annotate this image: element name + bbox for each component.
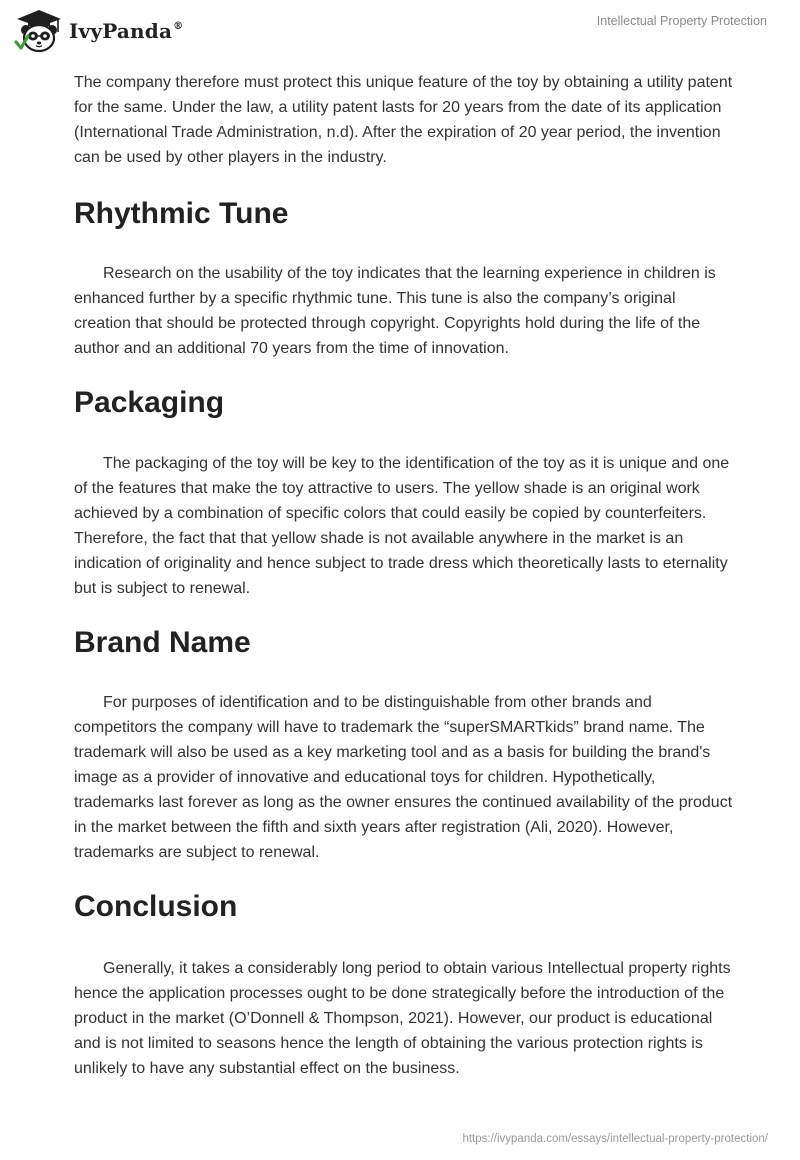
document-title: Intellectual Property Protection	[596, 14, 767, 28]
heading-rhythmic-tune: Rhythmic Tune	[74, 197, 289, 230]
heading-packaging: Packaging	[74, 386, 225, 419]
brand-name: IvyPanda®	[69, 19, 184, 43]
page-header	[0, 0, 800, 62]
ivypanda-logo[interactable]	[14, 8, 183, 54]
paragraph-rhythmic-tune: Research on the usability of the toy indicates that the learning experience in children is enhanced further by a specific rhythmic tune. This tune is also the company’s original creation that should be protected through copyright. Copyrights hold during the life of the author and an additional 70 years from the time of innovation.	[74, 265, 716, 357]
essay-body	[74, 70, 734, 1081]
intro-paragraph: The company therefore must protect this unique feature of the toy by obtaining a utility patent for the same. Under the law, a utility patent lasts for 20 years from the date of its application (International Trade Administration, n.d). After the expiration of 20 year period, the invention can be used by other players in the industry.	[74, 74, 733, 166]
paragraph-brand-name: For purposes of identification and to be distinguishable from other brands and competitors the company will have to trademark the “superSMARTkids” brand name. The trademark will also be used as a key marketing tool and as a basis for building the brand's image as a provider of innovative and educational toys for children. Hypothetically, trademarks last forever as long as the owner ensures the continued availability of the product in the market between the fifth and sixth years after registration (Ali, 2020). However, trademarks are subject to renewal.	[74, 694, 733, 861]
registered-mark: ®	[173, 21, 184, 32]
source-url-link[interactable]: https://ivypanda.com/essays/intellectual-property-protection/	[462, 1133, 768, 1145]
paragraph-conclusion: Generally, it takes a considerably long period to obtain various Intellectual property rights hence the application processes ought to be done strategically before the introduction of the product in the market (O’Donnell & Thompson, 2021). However, our product is educational and is not limited to seasons hence the length of obtaining the various protection rights is unlikely to have any substantial effect on the business.	[74, 960, 731, 1077]
heading-conclusion: Conclusion	[74, 890, 238, 923]
paragraph-packaging: The packaging of the toy will be key to the identification of the toy as it is unique and one of the features that make the toy attractive to users. The yellow shade is an original work achieved by a combination of specific colors that could easily be copied by counterfeiters. Therefore, the fact that that yellow shade is not available anywhere in the market is an indication of originality and hence subject to trade dress which theoretically lasts to eternality but is subject to renewal.	[74, 455, 730, 597]
heading-brand-name: Brand Name	[74, 626, 251, 659]
panda-graduate-icon	[14, 8, 64, 54]
